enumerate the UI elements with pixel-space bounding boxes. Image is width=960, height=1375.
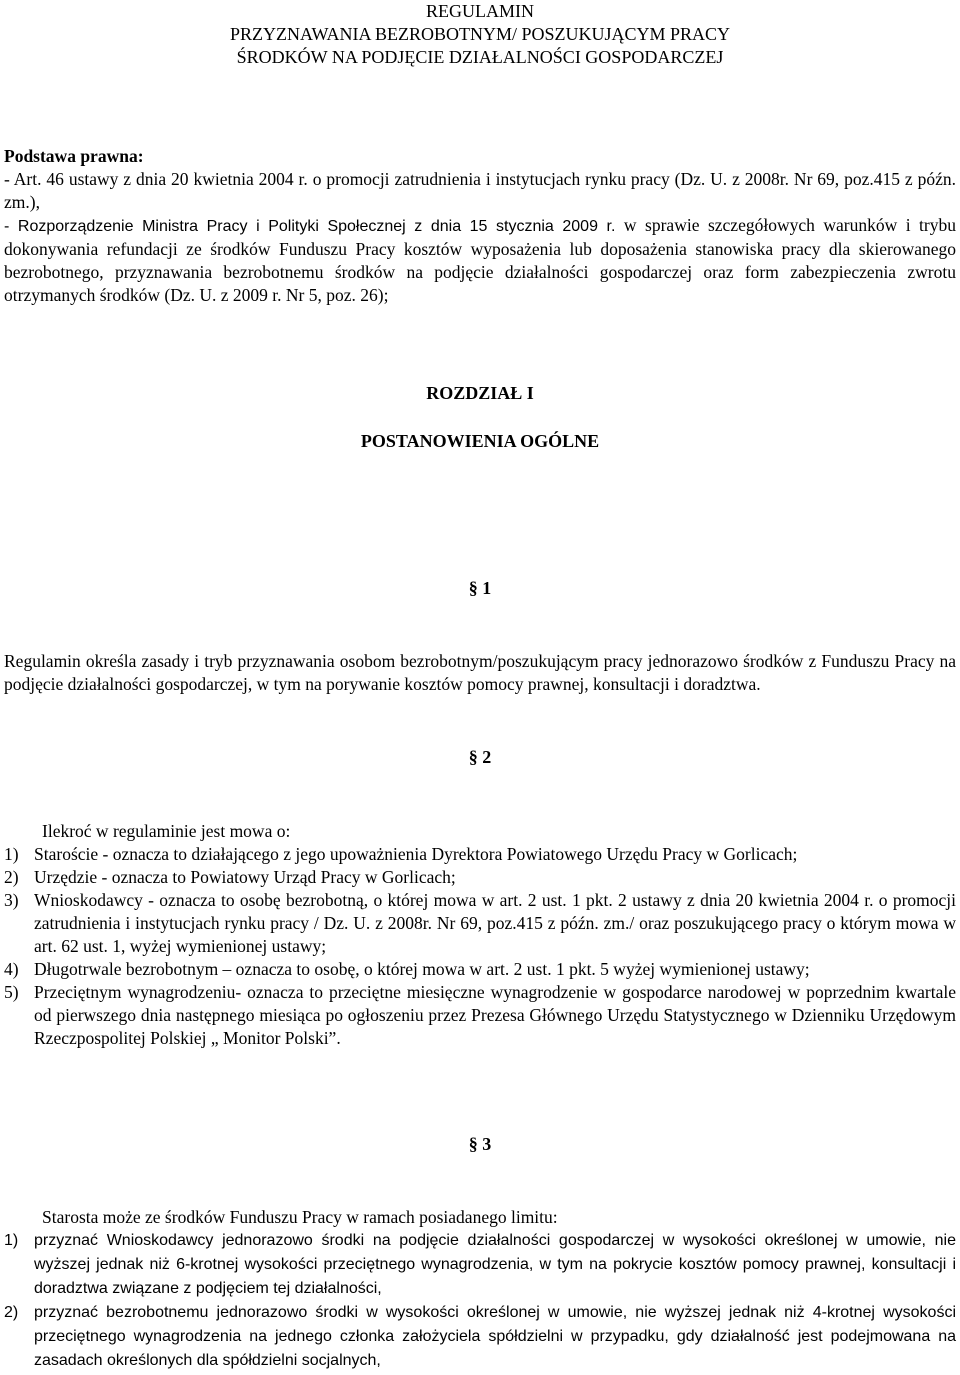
section-3-intro: Starosta może ze środków Funduszu Pracy w ramach posiadanego limitu: (42, 1207, 558, 1227)
section-1-mark: § 1 (468, 578, 492, 598)
section-2-intro: Ilekroć w regulaminie jest mowa o: (42, 821, 291, 841)
chapter-name: POSTANOWIENIA OGÓLNE (360, 431, 600, 451)
legal-basis-item-2 (4, 214, 956, 307)
section-3-mark: § 3 (468, 1134, 492, 1154)
list-item-text: przyznać bezrobotnemu jednorazowo środki w wysokości określonej w umowie, nie wyższej jednak niż 4-krotnej wysokości przeciętnego wynagrodzenia na jednego członka założyciela spółdzielni w przypadku, gdy działalność jest podejmowana na zasadach określonych dla spółdzielni socjalnych, (34, 1304, 956, 1369)
list-item (4, 1301, 956, 1373)
list-item-number: 3) (4, 890, 19, 910)
list-item (4, 866, 956, 889)
section-2-list (4, 843, 956, 1050)
legal-basis-item-1: - Art. 46 ustawy z dnia 20 kwietnia 2004 r. o promocji zatrudnienia i instytucjach rynku pracy (Dz. U. z 2008r. Nr 69, poz.415 z późn. zm.), (4, 169, 956, 212)
list-item-number: 1) (4, 1232, 19, 1249)
legal-basis-item-2-details: w sprawie szczegółowych warunków i trybu dokonywania refundacji ze środków Funduszu Pracy kosztów wyposażenia lub doposażenia stanowiska pracy dla skierowanego bezrobotnego, przyznawania bezrobotnemu środków na podjęcie działalności gospodarczej oraz form zabezpieczenia zwrotu otrzymanych środków (Dz. U. z 2009 r. Nr 5, poz. 26); (4, 215, 956, 305)
list-item (4, 981, 956, 1050)
section-3-list (4, 1229, 956, 1373)
section-2-mark: § 2 (468, 747, 492, 767)
list-item-text: przyznać Wnioskodawcy jednorazowo środki na podjęcie działalności gospodarczej w wysokości określonej w umowie, nie wyższej jednak niż 6-krotnej wysokości przeciętnego wynagrodzenia, w tym na pokrycie kosztów pomocy prawnej, konsultacji i doradztwa związane z podjęciem tej działalności, (34, 1232, 956, 1297)
list-item-text: Staroście - oznacza to działającego z jego upoważnienia Dyrektora Powiatowego Urzędu Pracy w Gorlicach; (34, 844, 798, 864)
list-item-text: Urzędzie - oznacza to Powiatowy Urząd Pracy w Gorlicach; (34, 867, 456, 887)
section-1-text: Regulamin określa zasady i tryb przyznawania osobom bezrobotnym/poszukującym pracy jednorazowo środków z Funduszu Pracy na podjęcie działalności gospodarczej, w tym na porywanie kosztów pomocy prawnej, konsultacji i doradztwa. (4, 651, 956, 694)
list-item-number: 4) (4, 959, 19, 979)
list-item-text: Długotrwale bezrobotnym – oznacza to osobę, o której mowa w art. 2 ust. 1 pkt. 5 wyżej wymienionej ustawy; (34, 959, 810, 979)
list-item (4, 889, 956, 958)
legal-basis-heading: Podstawa prawna: (4, 146, 144, 166)
title-line-1: REGULAMIN (426, 1, 534, 21)
list-item-number: 2) (4, 867, 19, 887)
legal-basis-item-2-regulation: - Rozporządzenie Ministra Pracy i Polityki Społecznej z dnia 15 stycznia 2009 r. (4, 218, 616, 235)
legal-basis (4, 145, 956, 307)
title-line-2: PRZYZNAWANIA BEZROBOTNYM/ POSZUKUJĄCYM PRACY (229, 24, 731, 44)
list-item-number: 1) (4, 844, 19, 864)
section-2 (4, 820, 956, 1050)
list-item-number: 5) (4, 982, 19, 1002)
section-3 (4, 1206, 956, 1373)
list-item-number: 2) (4, 1304, 19, 1321)
list-item-text: Wnioskodawcy - oznacza to osobę bezrobotną, o której mowa w art. 2 ust. 1 pkt. 2 ustawy z dnia 20 kwietnia 2004 r. o promocji zatrudnienia i instytucjach rynku pracy / Dz. U. z 2008r. Nr 69, poz.415 z późn. zm./ oraz poszukującego pracy o którym mowa w art. 62 ust. 1, wyżej wymienionej ustawy; (34, 890, 956, 956)
list-item-text: Przeciętnym wynagrodzeniu- oznacza to przeciętne miesięczne wynagrodzenie w gospodarce narodowej w poprzednim kwartale od pierwszego dnia następnego miesiąca po ogłoszeniu przez Prezesa Głównego Urzędu Statystycznego w Dzienniku Urzędowym Rzeczpospolitej Polskiej „ Monitor Polski”. (34, 982, 956, 1048)
list-item (4, 843, 956, 866)
document-title (4, 0, 956, 69)
title-line-3: ŚRODKÓW NA PODJĘCIE DZIAŁALNOŚCI GOSPODARCZEJ (236, 47, 724, 67)
list-item (4, 958, 956, 981)
chapter-number: ROZDZIAŁ I (426, 383, 534, 403)
list-item (4, 1229, 956, 1301)
